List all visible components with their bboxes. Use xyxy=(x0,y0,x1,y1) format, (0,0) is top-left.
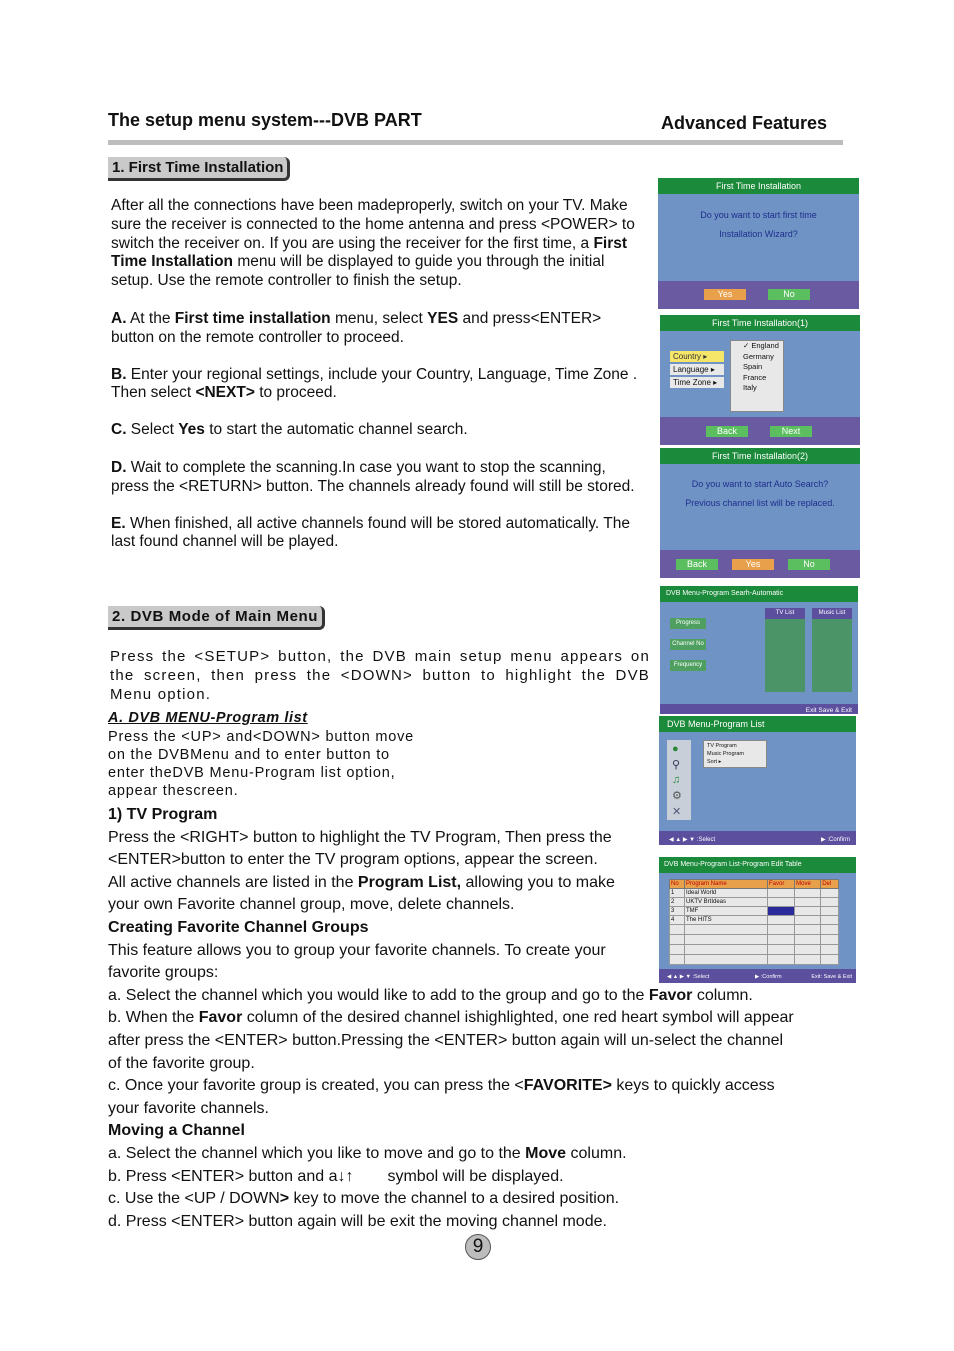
yes-button[interactable]: Yes xyxy=(732,559,774,570)
step-b: B. Enter your regional settings, include your Country, Language, Time Zone . Then select <NEXT> to proceed. xyxy=(111,365,638,402)
row-no: 2 xyxy=(670,898,685,907)
option-italy[interactable]: Italy xyxy=(743,383,757,392)
back-button[interactable]: Back xyxy=(706,426,748,437)
col-del: Del xyxy=(821,880,839,889)
screen-title: DVB Menu-Program List xyxy=(659,716,856,732)
section-2-intro: Press the <SETUP> button, the DVB main setup menu appears on the screen, then press the <DOWN> button to highlight the DVB Menu option. xyxy=(110,648,650,703)
screen-program-search xyxy=(660,586,858,714)
text-line: c. Use the <UP / DOWN> key to move the channel to a desired position. xyxy=(108,1190,620,1208)
channel-no-item: Channel No xyxy=(670,639,706,650)
text-line: c. Once your favorite group is created, you can press the <FAVORITE> keys to quickly access xyxy=(108,1077,775,1095)
confirm-hint: ▶ :Confirm xyxy=(821,837,850,843)
menu-language[interactable]: Language ▸ xyxy=(670,364,724,375)
music-icon: ♫ xyxy=(672,774,681,786)
screen-title: First Time Installation(2) xyxy=(660,448,860,464)
row-name: The HITS xyxy=(685,916,768,925)
screen-question: Do you want to start Auto Search? xyxy=(691,479,829,489)
tv-program-item[interactable]: TV Program xyxy=(707,743,737,749)
col-favor: Favor xyxy=(768,880,795,889)
text-line: a. Select the channel which you would like to add to the group and go to the Favor column. xyxy=(108,986,753,1004)
icon-column xyxy=(667,740,691,820)
settings-menu xyxy=(670,351,724,388)
col-move: Move xyxy=(795,880,821,889)
frequency-item: Frequency xyxy=(670,660,706,671)
exit-icon: ✕ xyxy=(672,806,682,818)
screen-question: Do you want to start first time xyxy=(700,210,817,220)
tv-list-label: TV List xyxy=(765,608,805,619)
text-line: <ENTER>button to enter the TV program options, appear the screen. xyxy=(108,851,598,869)
screen-first-time-installation-2 xyxy=(660,448,860,578)
confirm-hint: ▶ :Confirm xyxy=(755,974,782,980)
screen-title: First Time Installation(1) xyxy=(660,315,860,331)
back-button[interactable]: Back xyxy=(676,559,718,570)
option-england[interactable]: ✓ England xyxy=(743,341,779,350)
music-list-label: Music List xyxy=(812,608,852,619)
screen-program-list xyxy=(659,716,856,845)
sort-item[interactable]: Sort ▸ xyxy=(707,759,722,765)
nav-hint: ◀ ▲ ▶ ▼ :Select xyxy=(667,974,710,980)
yes-button[interactable]: Yes xyxy=(704,289,746,300)
screen-title: First Time Installation xyxy=(658,178,859,194)
text-line: favorite groups: xyxy=(108,964,219,982)
exit-hint: Exit Save & Exit xyxy=(805,707,852,714)
screen-title: DVB Menu-Program Searh-Automatic xyxy=(660,586,858,602)
step-c: C. Select Yes to start the automatic channel search. xyxy=(111,421,468,439)
screen-title: DVB Menu-Program List-Program Edit Table xyxy=(659,857,856,873)
option-spain[interactable]: Spain xyxy=(743,362,763,371)
option-germany[interactable]: Germany xyxy=(743,351,774,361)
subsection-program-list: A. DVB MENU-Program list xyxy=(108,710,308,726)
progress-item: Progress xyxy=(670,618,706,629)
exit-hint: Exit: Save & Exit xyxy=(811,974,852,980)
program-submenu xyxy=(703,740,767,768)
option-france[interactable]: France xyxy=(743,372,767,382)
section-1-body xyxy=(111,197,646,552)
text-line: a. Select the channel which you like to move and go to the Move column. xyxy=(108,1144,627,1162)
no-button[interactable]: No xyxy=(768,289,810,300)
row-name: UKTV BrtIdeas xyxy=(685,898,768,907)
row-name: TMF xyxy=(685,907,768,916)
screen-first-time-installation-1 xyxy=(660,315,860,445)
favor-cell-highlight[interactable] xyxy=(768,907,795,916)
col-name: Program Name xyxy=(685,880,768,889)
text-line: Press the <RIGHT> button to highlight the TV Program, Then press the xyxy=(108,828,612,846)
header-rule xyxy=(108,140,843,145)
nav-hint: ◀ ▲ ▶ ▼ :Select xyxy=(669,837,716,843)
text-line: All active channels are listed in the Program List, allowing you to make xyxy=(108,873,615,891)
text-line: your favorite channels. xyxy=(108,1099,269,1117)
no-button[interactable]: No xyxy=(788,559,830,570)
section-2-heading: 2. DVB Mode of Main Menu xyxy=(108,606,325,630)
page-number: 9 xyxy=(465,1234,491,1260)
country-list xyxy=(730,340,784,412)
row-no: 3 xyxy=(670,907,685,916)
moving-heading: Moving a Channel xyxy=(108,1122,245,1140)
section-1-heading: 1. First Time Installation xyxy=(108,157,290,181)
section-title: Advanced Features xyxy=(661,113,828,133)
next-button[interactable]: Next xyxy=(770,426,812,437)
move-arrows-icon: ↓↑ xyxy=(337,1167,354,1185)
page-title: The setup menu system---DVB PART xyxy=(108,110,422,130)
step-e: E. When finished, all active channels found will be stored automatically. The last found channel will be played. xyxy=(111,514,630,551)
row-no: 4 xyxy=(670,916,685,925)
row-name: Ideal World xyxy=(685,889,768,898)
search-icon: ⚲ xyxy=(672,759,681,771)
program-table xyxy=(669,879,839,965)
table-row[interactable] xyxy=(670,916,839,925)
intro-paragraph: After all the connections have been madeproperly, switch on your TV. Make sure the receiver is connected to the home antenna and press <POWER> to switch the receiver on. If you are using the receiver for the first time, a First Time Installation menu will be displayed to guide you through the initial setup. Use the remote controller to finish the setup. xyxy=(111,197,635,290)
menu-time-zone[interactable]: Time Zone ▸ xyxy=(670,377,724,388)
settings-icon: ⚙ xyxy=(672,790,682,802)
screen-question: Previous channel list will be replaced. xyxy=(685,498,835,508)
screen-first-time-installation xyxy=(658,178,859,309)
text-line: b. Press <ENTER> button and a↓↑ symbol will be displayed. xyxy=(108,1166,858,1189)
text-line: your own Favorite channel group, move, delete channels. xyxy=(108,896,515,914)
text-line: b. When the Favor column of the desired channel ishighlighted, one red heart symbol will appear xyxy=(108,1009,794,1027)
music-program-item[interactable]: Music Program xyxy=(707,751,744,757)
music-list-panel xyxy=(812,608,852,692)
table-row[interactable] xyxy=(670,907,839,916)
tv-program-heading: 1) TV Program xyxy=(108,806,218,823)
tv-list-panel xyxy=(765,608,805,692)
tv-icon: ● xyxy=(672,743,679,755)
step-a: A. At the First time installation menu, select YES and press<ENTER> button on the remote controller to proceed. xyxy=(111,309,602,346)
row-no: 1 xyxy=(670,889,685,898)
col-no: No xyxy=(670,880,685,889)
favorite-heading: Creating Favorite Channel Groups xyxy=(108,918,369,936)
text-line: d. Press <ENTER> button again will be exit the moving channel mode. xyxy=(108,1212,607,1230)
screen-question: Installation Wizard? xyxy=(719,229,798,239)
text-line: of the favorite group. xyxy=(108,1054,255,1072)
step-d: D. Wait to complete the scanning.In case you want to stop the scanning, press the <RETURN> button. The channels already found will still be stored. xyxy=(111,458,635,495)
table-row[interactable] xyxy=(670,889,839,898)
text-line: This feature allows you to group your favorite channels. To create your xyxy=(108,941,606,959)
subsection-text: Press the <UP> and<DOWN> button move on the DVBMenu and to enter button to enter theDVB Menu-Program list option, appear thescreen. xyxy=(108,729,415,799)
table-row[interactable] xyxy=(670,898,839,907)
menu-country[interactable]: Country ▸ xyxy=(670,351,724,362)
text-line: after press the <ENTER> button.Pressing the <ENTER> button again will un-select the channel xyxy=(108,1031,784,1049)
screen-program-edit-table xyxy=(659,857,856,983)
